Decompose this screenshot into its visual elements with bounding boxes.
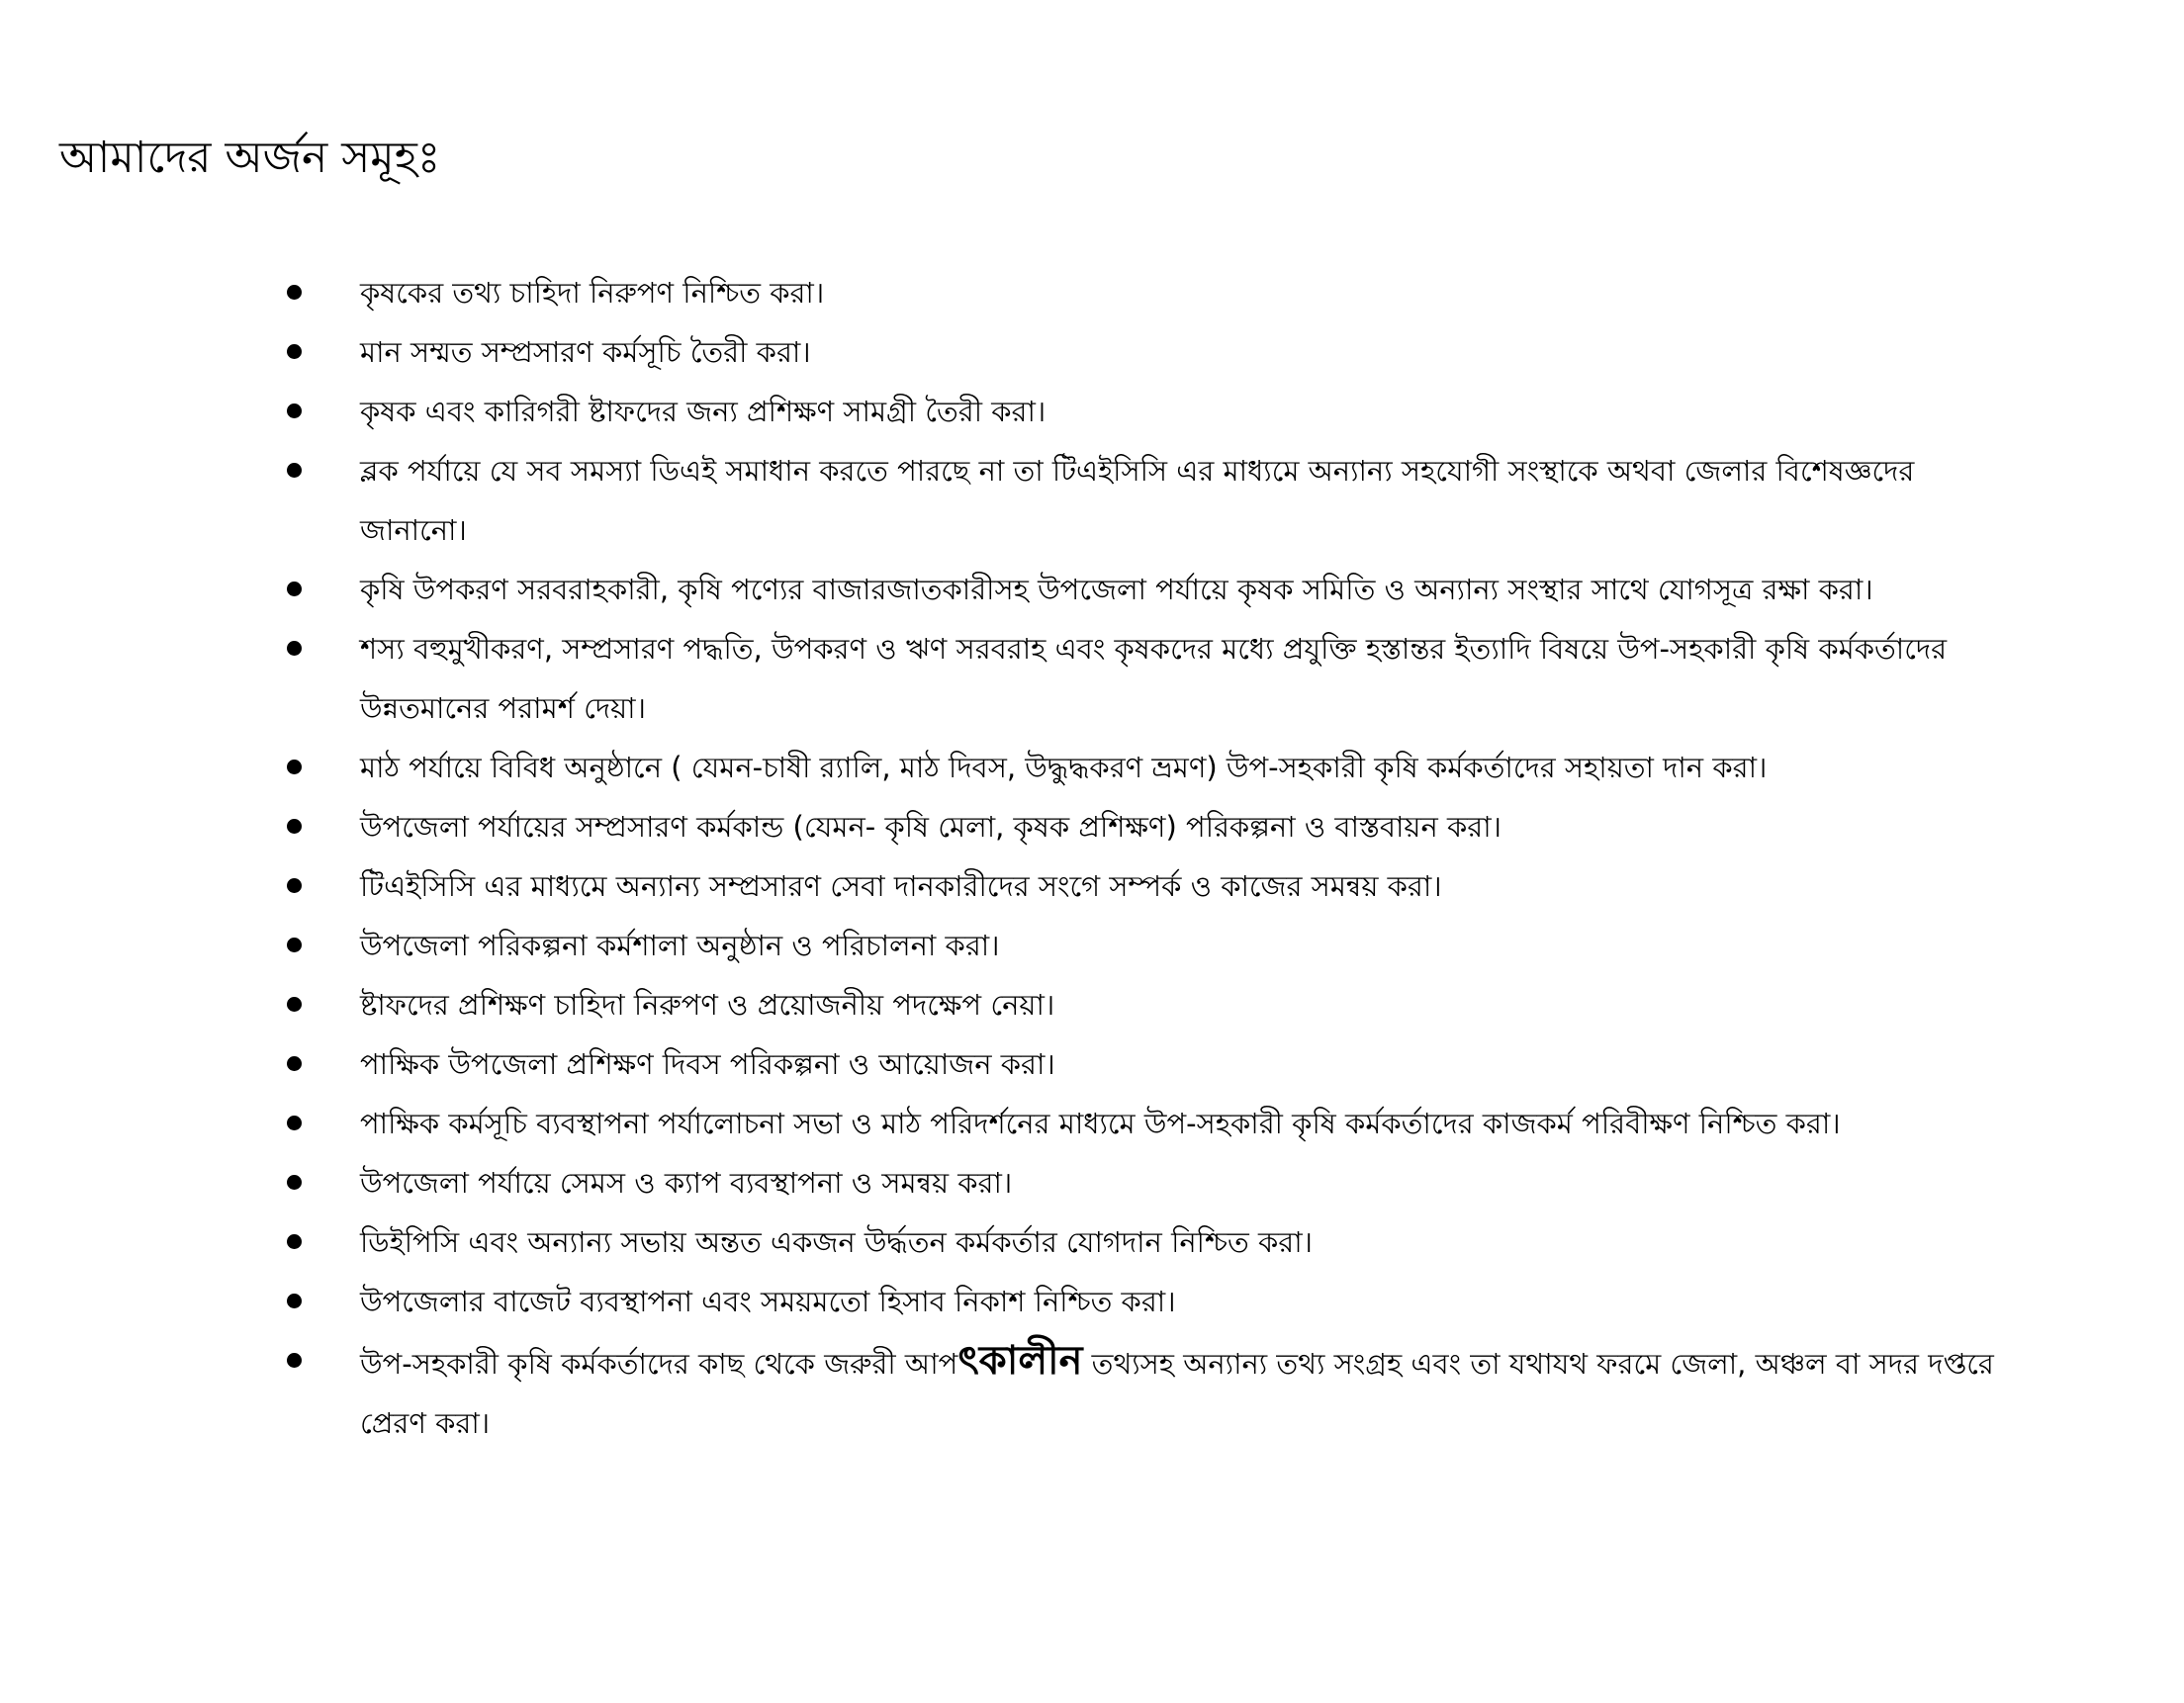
list-item-text [360,1331,1998,1453]
list-item-text: মান সম্মত সম্প্রসারণ কর্মসূচি তৈরী করা। [360,335,811,369]
bullet-icon [287,344,302,359]
list-item [287,382,1998,441]
bullet-icon [287,878,302,893]
bullet-icon [287,403,302,418]
achievements-list [287,263,1998,1453]
bullet-icon [287,641,302,656]
list-item [287,856,1998,916]
bullet-icon [287,1056,302,1071]
list-item-text: টিএইসিসি এর মাধ্যমে অন্যান্য সম্প্রসারণ সেবা দানকারীদের সংগে সম্পর্ক ও কাজের সমন্বয় করা। [360,869,1442,903]
list-item-text: ডিইপিসি এবং অন্যান্য সভায় অন্তত একজন উর্দ্ধতন কর্মকর্তার যোগদান নিশ্চিত করা। [360,1225,1313,1259]
list-item [287,738,1998,797]
list-item-text: কৃষকের তথ্য চাহিদা নিরুপণ নিশ্চিত করা। [360,276,825,310]
bullet-icon [287,1294,302,1308]
bullet-icon [287,1353,302,1368]
list-item [287,1034,1998,1094]
list-item-text: পাক্ষিক কর্মসূচি ব্যবস্থাপনা পর্যালোচনা সভা ও মাঠ পরিদর্শনের মাধ্যমে উপ-সহকারী কৃষি কর্মকর্তাদের কাজকর্ম পরিবীক্ষণ নিশ্চিত করা। [360,1107,1841,1140]
bullet-icon [287,463,302,478]
bullet-icon [287,285,302,300]
last-item-text-start: উপ-সহকারী কৃষি কর্মকর্তাদের কাছ থেকে জরুরী আপ [360,1347,958,1381]
bullet-icon [287,819,302,834]
list-item-text: উপজেলার বাজেট ব্যবস্থাপনা এবং সময়মতো হিসাব নিকাশ নিশ্চিত করা। [360,1285,1176,1318]
list-item [287,560,1998,619]
list-item-text: উপজেলা পরিকল্পনা কর্মশালা অনুষ্ঠান ও পরিচালনা করা। [360,929,1000,962]
list-item [287,1153,1998,1212]
list-item-text: শস্য বহুমুখীকরণ, সম্প্রসারণ পদ্ধতি, উপকরণ ও ঋণ সরবরাহ এবং কৃষকদের মধ্যে প্রযুক্তি হস্তান্তর ইত্যাদি বিষয়ে উপ-সহকারী কৃষি কর্মকর্তাদের উন্নতমানের পরামর্শ দেয়া। [360,632,1948,725]
list-item-text: কৃষি উপকরণ সরবরাহকারী, কৃষি পণ্যের বাজারজাতকারীসহ উপজেলা পর্যায়ে কৃষক সমিতি ও অন্যান্য সংস্থার সাথে যোগসূত্র রক্ষা করা। [360,573,1873,606]
list-item [287,619,1998,738]
bullet-icon [287,1234,302,1249]
page-title: আমাদের অর্জন সমূহঃ [59,133,441,183]
list-item [287,916,1998,975]
last-item-text-end: তথ্যসহ অন্যান্য তথ্য সংগ্রহ এবং তা যথাযথ ফরমে জেলা, অঞ্চল বা সদর দপ্তরে প্রেরণ করা। [360,1347,1994,1440]
list-item [287,1212,1998,1272]
list-item [287,1331,1998,1453]
bullet-icon [287,1116,302,1130]
list-item [287,322,1998,382]
list-item-text: ষ্টাফদের প্রশিক্ষণ চাহিদা নিরুপণ ও প্রয়োজনীয় পদক্ষেপ নেয়া। [360,988,1055,1022]
list-item-text: উপজেলা পর্যায়ে সেমস ও ক্যাপ ব্যবস্থাপনা ও সমন্বয় করা। [360,1166,1013,1200]
list-item-text: ব্লক পর্যায়ে যে সব সমস্যা ডিএই সমাধান করতে পারছে না তা টিএইসিসি এর মাধ্যমে অন্যান্য সহযোগী সংস্থাকে অথবা জেলার বিশেষজ্ঞদের জানানো। [360,454,1915,547]
bullet-icon [287,997,302,1012]
bullet-icon [287,760,302,774]
list-item [287,975,1998,1034]
bullet-icon [287,582,302,596]
list-item-text: মাঠ পর্যায়ে বিবিধ অনুষ্ঠানে ( যেমন-চাষী র‌্যালি, মাঠ দিবস, উদ্ধুদ্ধকরণ ভ্রমণ) উপ-সহকারী কৃষি কর্মকর্তাদের সহায়তা দান করা। [360,751,1768,784]
list-item [287,441,1998,560]
list-item [287,797,1998,856]
list-item [287,263,1998,322]
list-item-text: উপজেলা পর্যায়ের সম্প্রসারণ কর্মকান্ড (যেমন- কৃষি মেলা, কৃষক প্রশিক্ষণ) পরিকল্পনা ও বাস্তবায়ন করা। [360,810,1502,844]
list-item [287,1094,1998,1153]
list-item-text: কৃষক এবং কারিগরী ষ্টাফদের জন্য প্রশিক্ষণ সামগ্রী তৈরী করা। [360,395,1046,428]
bullet-icon [287,1175,302,1190]
list-item [287,1272,1998,1331]
last-item-emphasis: ৎকালীন [957,1338,1083,1384]
bullet-icon [287,938,302,952]
list-item-text: পাক্ষিক উপজেলা প্রশিক্ষণ দিবস পরিকল্পনা ও আয়োজন করা। [360,1047,1055,1081]
